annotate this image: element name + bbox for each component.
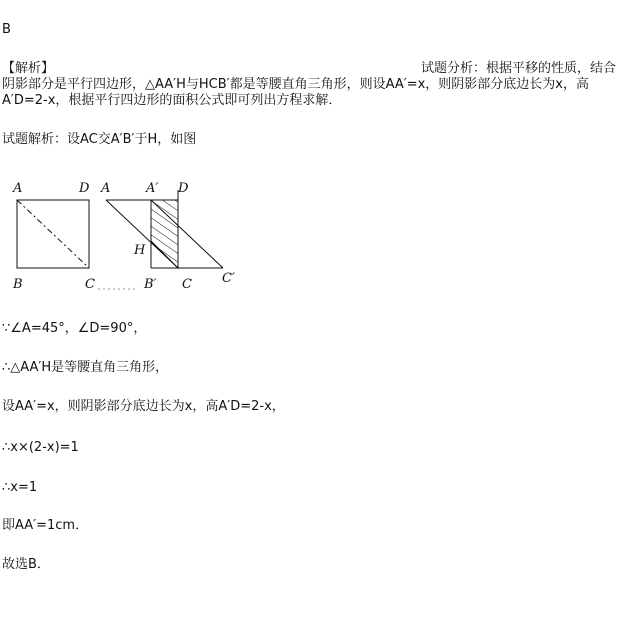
analysis-heading: 【解析】 (2, 61, 55, 76)
shaded-parallelogram (151, 200, 178, 268)
step-2: ∴△AA′H是等腰直角三角形， (2, 360, 169, 375)
label-a-prime: A′ (146, 181, 159, 196)
label-a-right: A (101, 181, 111, 196)
step-1: ∵∠A=45°，∠D=90°， (2, 321, 147, 336)
label-c-right: C (182, 277, 192, 292)
analysis-line-1: 试题分析：根据平移的性质，结合 (421, 61, 617, 76)
step-3: 设AA′=x，则阴影部分底边长为x，高A′D=2-x， (2, 399, 285, 414)
label-d-right: D (178, 181, 189, 196)
label-b-prime: B′ (144, 277, 157, 292)
label-c-prime: C′ (222, 271, 235, 286)
label-a-left: A (13, 181, 23, 196)
solution-intro: 试题解析：设AC交A′B′于H，如图 (2, 132, 197, 147)
geometry-figure (0, 172, 630, 302)
answer-text: B (2, 22, 11, 37)
label-b-left: B (13, 277, 23, 292)
step-6: 即AA′=1cm． (2, 518, 89, 533)
label-h: H (134, 243, 146, 258)
analysis-line-2: 阴影部分是平行四边形，△AA′H与HCB′都是等腰直角三角形，则设AA′=x，则阴影部分底边长为x，高 (2, 77, 589, 92)
label-c-left: C (85, 277, 95, 292)
step-4: ∴x×(2-x)=1 (2, 440, 79, 455)
left-diagonal-ac (17, 200, 89, 268)
label-d-left: D (79, 181, 90, 196)
analysis-line-3: A′D=2-x，根据平行四边形的面积公式即可列出方程求解． (2, 93, 342, 108)
step-5: ∴x=1 (2, 480, 38, 495)
conclusion: 故选B． (2, 557, 50, 572)
